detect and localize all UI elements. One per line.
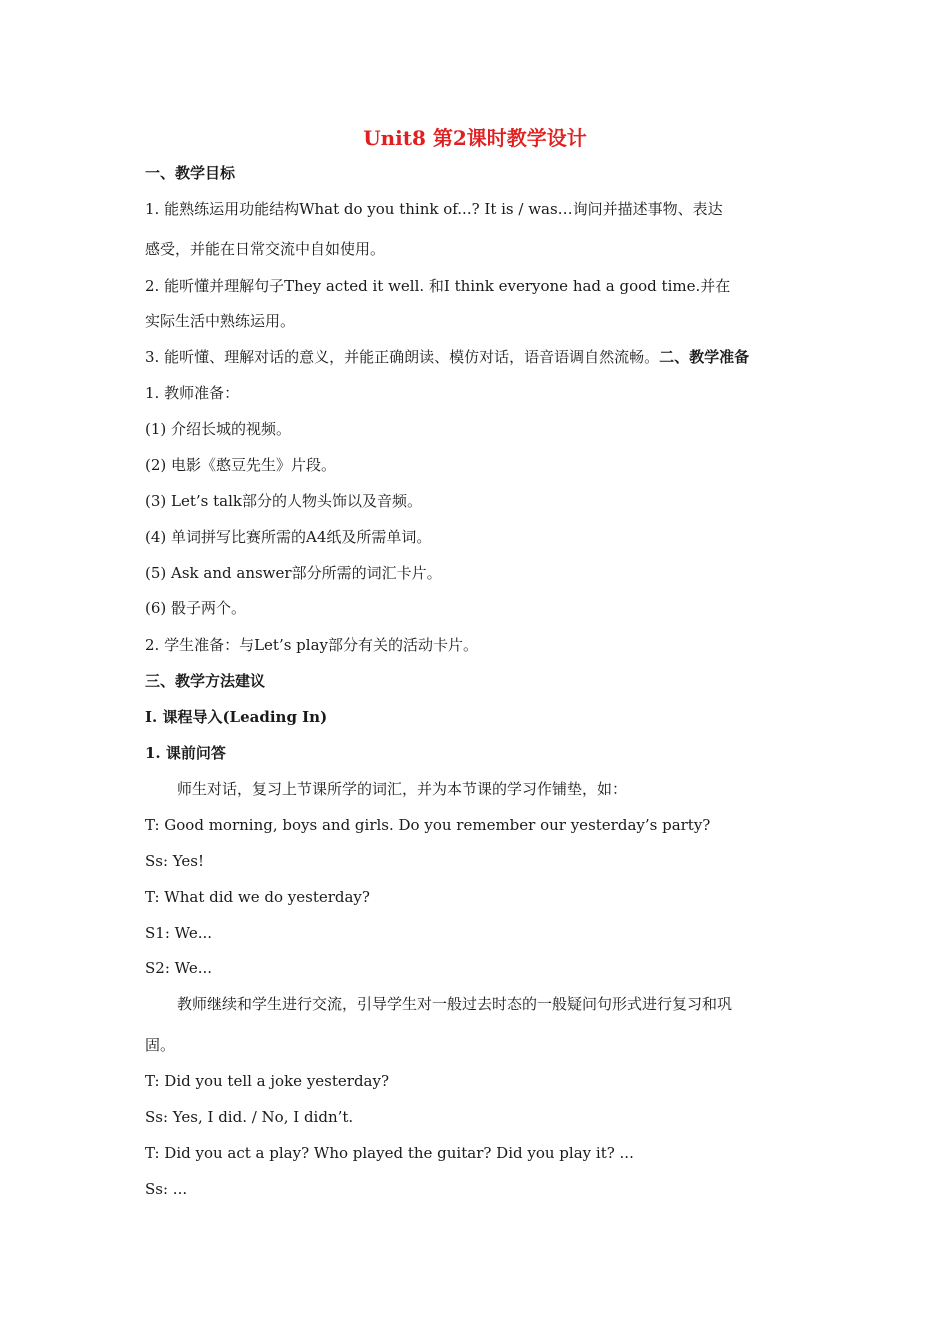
objective-3 [145,346,810,368]
prep-item: (6) 骰子两个。 [145,599,247,617]
prep-item: (3) Let’s talk部分的人物头饰以及音频。 [145,492,422,510]
objective-1-line-2: 感受，并能在日常交流中自如使用。 [145,240,386,258]
paragraph-1: 师生对话，复习上节课所学的词汇，并为本节课的学习作铺垫，如： [177,780,628,798]
objective-2-line-2: 实际生活中熟练运用。 [145,312,296,330]
sub-heading-questions: 1. 课前问答 [145,744,226,762]
section-heading-methods: 三、教学方法建议 [145,672,266,690]
dialog-line: Ss: Yes! [145,852,204,870]
prep-item: (5) Ask and answer部分所需的词汇卡片。 [145,564,442,582]
dialog-line: Ss: Yes, I did. / No, I didn’t. [145,1108,354,1126]
objective-2-line-1: 2. 能听懂并理解句子They acted it well. 和I think everyone had a good time.并在 [145,277,731,295]
prep-item: (1) 介绍长城的视频。 [145,420,292,438]
paragraph-2-line-2: 固。 [145,1036,176,1054]
dialog-line: Ss: ... [145,1180,188,1198]
prep-item: (2) 电影《憨豆先生》片段。 [145,456,337,474]
prep-item: (4) 单词拼写比赛所需的A4纸及所需单词。 [145,528,432,546]
paragraph-2-line-1: 教师继续和学生进行交流，引导学生对一般过去时态的一般疑问句形式进行复习和巩 [177,995,733,1013]
objective-1-line-1: 1. 能熟练运用功能结构What do you think of...? It is / was…询问并描述事物、表达 [145,200,723,218]
objective-3-text: 3. 能听懂、理解对话的意义，并能正确朗读、模仿对话，语音语调自然流畅。 [145,348,660,366]
document-title: Unit8 第2课时教学设计 [363,126,587,150]
section-heading-preparation: 二、教学准备 [659,348,750,366]
dialog-line: T: Did you act a play? Who played the guitar? Did you play it? ... [145,1144,634,1162]
dialog-line: T: Good morning, boys and girls. Do you remember our yesterday’s party? [145,816,711,834]
dialog-line: T: Did you tell a joke yesterday? [145,1072,389,1090]
dialog-line: S1: We... [145,924,213,942]
dialog-line: T: What did we do yesterday? [145,888,370,906]
section-heading-objectives: 一、教学目标 [145,164,236,182]
prep-teacher: 1. 教师准备： [145,384,240,402]
prep-student: 2. 学生准备：与Let’s play部分有关的活动卡片。 [145,636,478,654]
step-heading-leading-in: I. 课程导入(Leading In) [145,708,328,726]
dialog-line: S2: We... [145,959,213,977]
